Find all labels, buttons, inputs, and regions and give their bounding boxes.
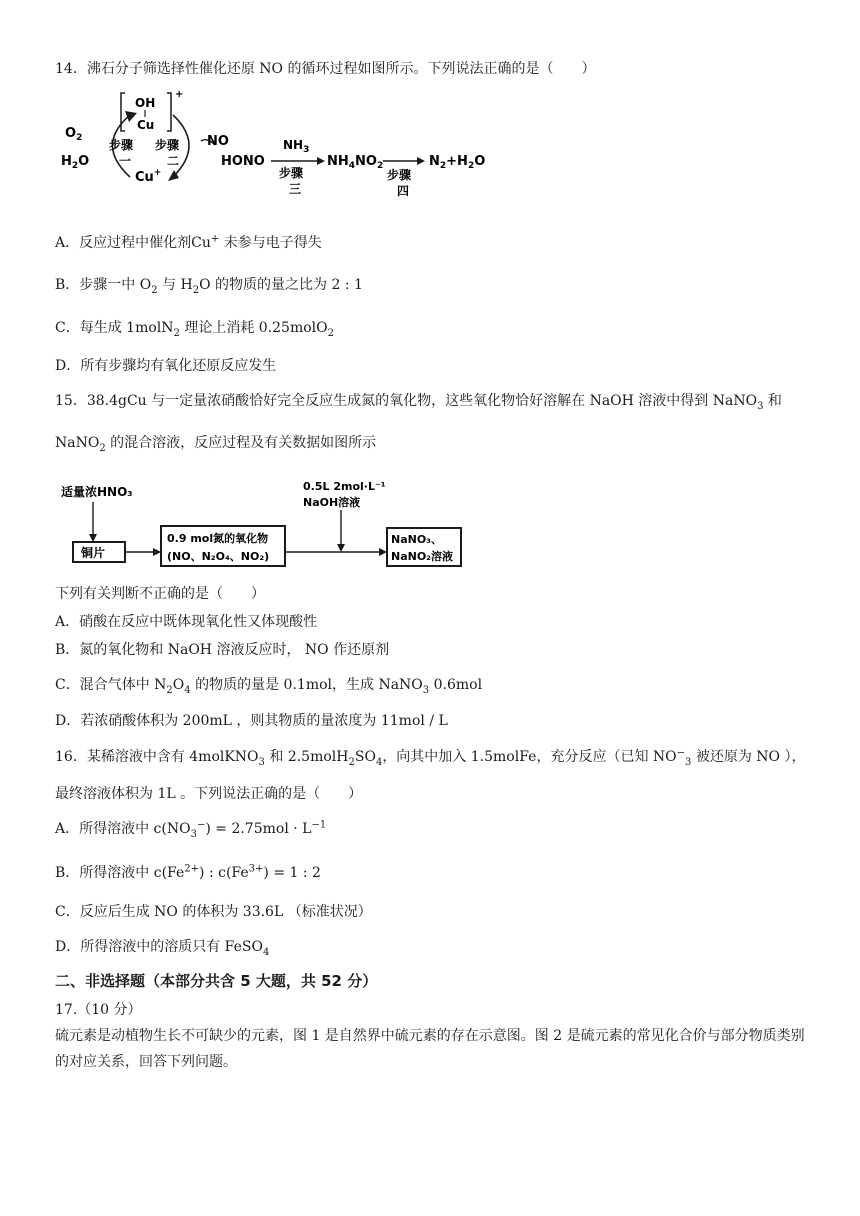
o2-label: $O_2$ [65,126,83,143]
naoh-label: NaOH溶液 [303,496,361,509]
products-label: $N_2+H_2O$ [429,154,486,171]
hno3-label: 适量浓HNO₃ [61,485,133,499]
q16-option-d: D．所得溶液中的溶质只有 FeSO$_4$ [55,939,270,958]
svg-text:二: 二 [167,154,180,168]
step-four-label: 步骤 [387,168,412,182]
q16-option-c: C．反应后生成 NO 的体积为 33.6L （标准状况） [55,904,372,920]
copper-label: 铜片 [81,546,106,560]
q16-stem-line2: 最终溶液体积为 1L 。下列说法正确的是（ ） [55,786,363,802]
q15-option-b: B．氮的氧化物和 NaOH 溶液反应时， NO 作还原剂 [55,642,390,658]
q14-catalytic-cycle-diagram [55,85,495,200]
q17-text: 硫元素是动植物生长不可缺少的元素，图 1 是自然界中硫元素的存在示意图。图 2 是硫元素的常见化合价与部分物质类别的对应关系，回答下列问题。 [55,1028,805,1070]
nh3-label: $NH_3$ [283,138,310,155]
step-one-label: 步骤 [109,138,134,152]
result-line2: NaNO₂溶液 [391,550,454,563]
svg-text:四: 四 [397,184,410,198]
q17-label: 17.（10 分） [55,1002,142,1018]
svg-text:一: 一 [119,154,132,168]
q14-option-c: C．每生成 1molN$_2$ 理论上消耗 0.25molO$_2$ [55,320,334,339]
section-two-heading: 二、非选择题（本部分共含 5 大题，共 52 分） [55,972,378,990]
q15-option-c: C．混合气体中 $N_2O_4$ 的物质的量是 0.1mol，生成 NaNO$_3$ 0.6mol [55,677,483,696]
h2o-label: $H_2O$ [61,154,90,171]
step-three-label: 步骤 [279,166,304,180]
oxides-list-label: (NO、N₂O₄、NO₂) [167,550,270,563]
nh4no2-label: $NH_4NO_2$ [327,154,384,171]
q14-stem: 14．沸石分子筛选择性催化还原 NO 的循环过程如图所示。下列说法正确的是（ ） [55,61,596,77]
q15-stem-line1: 15．38.4gCu 与一定量浓硝酸恰好完全反应生成氮的氧化物，这些氧化物恰好溶解在 NaOH 溶液中得到 NaNO$_3$ 和 [55,393,782,412]
q14-option-b: B．步骤一中 $O_2$ 与 $H_2O$ 的物质的量之比为 2 : 1 [55,277,363,296]
q15-option-d: D．若浓硝酸体积为 200mL ，则其物质的量浓度为 11mol / L [55,713,448,729]
q15-stem-line2: NaNO$_2$ 的混合溶液，反应过程及有关数据如图所示 [55,435,377,454]
step-two-label: 步骤 [155,138,180,152]
result-line1: NaNO₃、 [391,533,443,546]
q14-option-d: D．所有步骤均有氧化还原反应发生 [55,358,277,374]
cu-complex-label: Cu [137,118,155,132]
oh-label: OH [135,96,156,110]
q15-question: 下列有关判断不正确的是（ ） [55,586,265,602]
q14-option-a: A．反应过程中催化剂Cu+ 未参与电子得失 [55,233,322,251]
oxides-amount-label: 0.9 mol氮的氧化物 [167,532,269,545]
no-label: NO [207,134,229,149]
svg-text:+: + [175,89,184,100]
hono-label: HONO [221,154,265,169]
q16-option-b: B．所得溶液中 $c(Fe^{2+})$ : $c(Fe^{3+}) = 1$ : 2 [55,863,321,881]
naoh-amount-label: 0.5L 2mol·L⁻¹ [303,480,386,493]
cu-plus-label: Cu+ [135,168,162,185]
q15-option-a: A．硝酸在反应中既体现氧化性又体现酸性 [55,614,318,630]
q15-reaction-flow-diagram [55,476,475,576]
svg-text:三: 三 [289,182,302,196]
q16-stem-line1: 16．某稀溶液中含有 4molKNO$_3$ 和 $2.5molH_2SO_4$，向其中加入 1.5molFe，充分反应（已知 $NO^-_3$ 被还原为 NO ）， [55,747,806,768]
q16-option-a: A．所得溶液中 $c(NO_3^-) = 2.75mol \cdot L^{-1}$ [55,819,327,840]
